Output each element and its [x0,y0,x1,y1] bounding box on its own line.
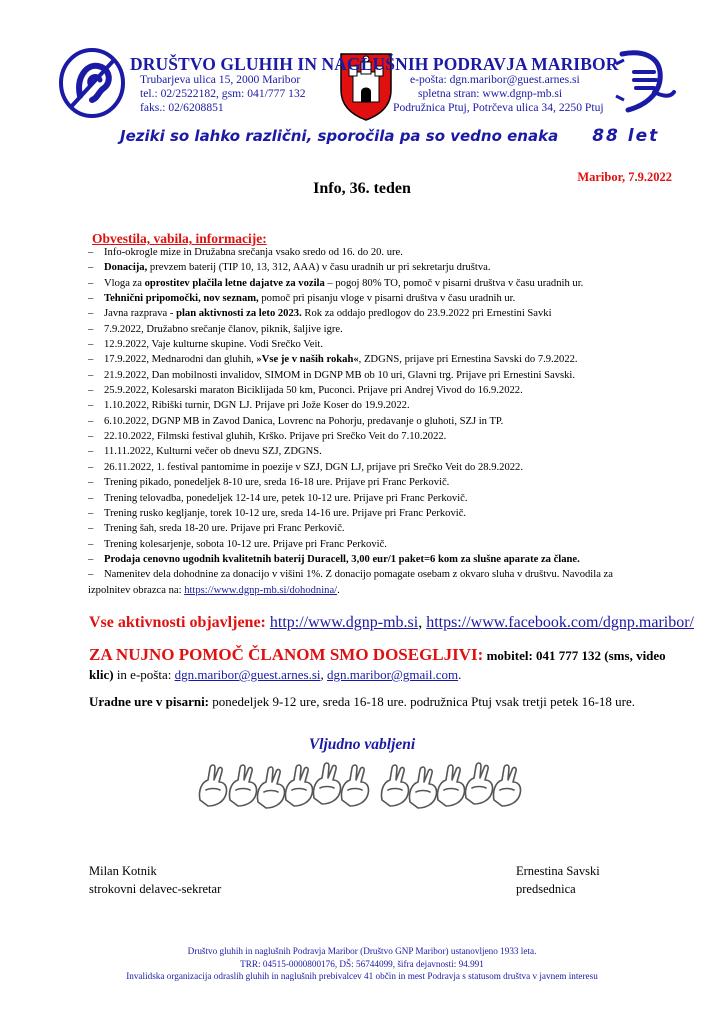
ear-logo-icon [58,48,126,118]
list-item: – Donacija, prevzem baterij (TIP 10, 13, 312, AAA) v času uradnih ur pri sekretarju društva. [88,260,658,275]
footer-line: Društvo gluhih in naglušnih Podravja Maribor (Društvo GNP Maribor) ustanovljeno 1933 leta. [187,946,537,956]
footer-line: Invalidska organizacija odraslih gluhih in naglušnih prebivalcev 41 občin in mest Podravja s statusom društva v javnem interesu [126,971,598,981]
email-link-arnes[interactable]: dgn.maribor@guest.arnes.si [174,667,321,682]
list-item: – Trening kolesarjenje, sobota 10-12 ure. Prijave pri Franc Perkovič. [88,537,658,552]
signer-role: predsednica [516,882,576,896]
branch-address: Podružnica Ptuj, Potrčeva ulica 34, 2250 Ptuj [393,101,604,114]
activities-label: Vse aktivnosti objavljene: [89,614,266,631]
list-item: – 12.9.2022, Vaje kulturne skupine. Vodi Srečko Veit. [88,337,658,352]
list-item: – Prodaja cenovno ugodnih kvalitetnih baterij Duracell, 3,00 eur/1 paket=6 kom za slušne aparate za člane. [88,552,658,567]
donation-item: – Namenitev dela dohodnine za donacijo v višini 1%. Z donacijo pomagate osebam z okvaro sluha v društvu. Navodila za izpolnitev obrazca na: https://www.dgnp-mb.si/dohodnina/. [88,567,658,598]
list-item: – 1.10.2022, Ribiški turnir, DGN LJ. Prijave pri Jože Koser do 19.9.2022. [88,398,658,413]
info-title: Info, 36. teden [313,180,411,197]
list-item: – Trening šah, sreda 18-20 ure. Prijave pri Franc Perkovič. [88,521,658,536]
footer-line: TRR: 04515-0000800176, DŠ: 56744099, šifra dejavnosti: 94.991 [240,958,484,969]
years-badge: 88 let [592,126,660,146]
urgent-label: ZA NUJNO POMOČ ČLANOM SMO DOSEGLJIVI: [89,645,484,664]
email: e-pošta: dgn.maribor@guest.arnes.si [410,73,580,86]
list-item: – Info-okrogle mize in Družabna srečanja vsako sredo od 16. do 20. ure. [88,245,658,260]
closing-invitation: Vljudno vabljeni [308,736,416,753]
header-contact-right [393,73,604,115]
office-hours-label: Uradne ure v pisarni: [89,694,210,709]
signer-role: strokovni delavec-sekretar [89,882,222,896]
header-contact-left [140,73,306,115]
fax: faks.: 02/6208851 [140,101,224,114]
list-item: – 22.10.2022, Filmski festival gluhih, Krško. Prijave pri Srečko Veit do 7.10.2022. [88,429,658,444]
signer-name: Milan Kotnik [89,864,157,878]
signer-name: Ernestina Savski [516,864,600,878]
office-hours: Uradne ure v pisarni: ponedeljek 9-12 ure, sreda 16-18 ure. podružnica Ptuj vsak tretji petek 16-18 ure. [89,694,635,709]
phone: tel.: 02/2522182, gsm: 041/777 132 [140,87,306,100]
sign-language-hands-image [196,760,530,814]
slogan [120,126,659,146]
list-item: – 21.9.2022, Dan mobilnosti invalidov, SIMOM in DGNP MB ob 10 uri, Glavni trg. Prijave pri Ernestini Savski. [88,368,658,383]
list-item: – 17.9.2022, Mednarodni dan gluhih, »Vse je v naših rokah«, ZDGNS, prijave pri Ernestina Savski do 7.9.2022. [88,352,658,367]
list-item: – 11.11.2022, Kulturni večer ob dnevu SZJ, ZDGNS. [88,444,658,459]
organization-title: DRUŠTVO GLUHIH IN NAGLUŠNIH PODRAVJA MARIBOR [130,54,619,74]
footer [0,945,724,983]
activities-line: Vse aktivnosti objavljene: http://www.dgnp-mb.si, https://www.facebook.com/dgnp.maribor/ [89,614,694,631]
list-item: – Trening pikado, ponedeljek 8-10 ure, sreda 16-18 ure. Prijave pri Franc Perkovič. [88,475,658,490]
facebook-link[interactable]: https://www.facebook.com/dgnp.maribor/ [426,614,694,631]
urgent-mobile: mobitel: 041 777 132 (sms, video [483,648,666,663]
list-item: – Trening rusko kegljanje, torek 10-12 ure, sreda 14-16 ure. Prijave pri Franc Perkovič. [88,506,658,521]
list-item: – 6.10.2022, DGNP MB in Zavod Danica, Lovrenc na Pohorju, predavanje o gluhoti, SZJ in TP. [88,414,658,429]
urgent-contact: ZA NUJNO POMOČ ČLANOM SMO DOSEGLJIVI: mobitel: 041 777 132 (sms, video klic) in e-pošta: dgn.maribor@guest.arnes.si, dgn.maribor@gmail.com. [89,645,666,682]
list-item: – Tehnični pripomočki, nov seznam, pomoč pri pisanju vloge v pisarni društva v času uradnih ur. [88,291,658,306]
list-item: – Javna razprava - plan aktivnosti za leto 2023. Rok za oddajo predlogov do 23.9.2022 pri Ernestini Savki [88,306,658,321]
website: spletna stran: www.dgnp-mb.si [418,87,563,100]
signature-left [89,862,221,898]
website-link[interactable]: http://www.dgnp-mb.si [269,614,419,631]
list-item: – Trening telovadba, ponedeljek 12-14 ure, petek 10-12 ure. Prijave pri Franc Perkovič. [88,491,658,506]
dohodnina-link[interactable]: https://www.dgnp-mb.si/dohodnina/ [184,584,338,596]
address: Trubarjeva ulica 15, 2000 Maribor [140,73,301,86]
list-item: – Vloga za oprostitev plačila letne dajatve za vozila – pogoj 80% TO, pomoč v pisarni društva v času uradnih ur. [88,276,658,291]
email-link-gmail[interactable]: dgn.maribor@gmail.com [327,667,459,682]
list-item: – 26.11.2022, 1. festival pantomime in poezije v SZJ, DGN LJ, prijave pri Srečko Veit do 28.9.2022. [88,460,658,475]
section-heading: Obvestila, vabila, informacije: [92,231,267,246]
slogan-text: Jeziki so lahko različni, sporočila pa so vedno enaka [120,127,559,145]
list-item: – 7.9.2022, Družabno srečanje članov, piknik, šaljive igre. [88,322,658,337]
announcement-list [88,245,658,598]
document-date: Maribor, 7.9.2022 [577,170,672,184]
signature-right [516,862,600,898]
list-item: – 25.9.2022, Kolesarski maraton Biciklijada 50 km, Puconci. Prijave pri Andrej Vivod do 16.9.2022. [88,383,658,398]
